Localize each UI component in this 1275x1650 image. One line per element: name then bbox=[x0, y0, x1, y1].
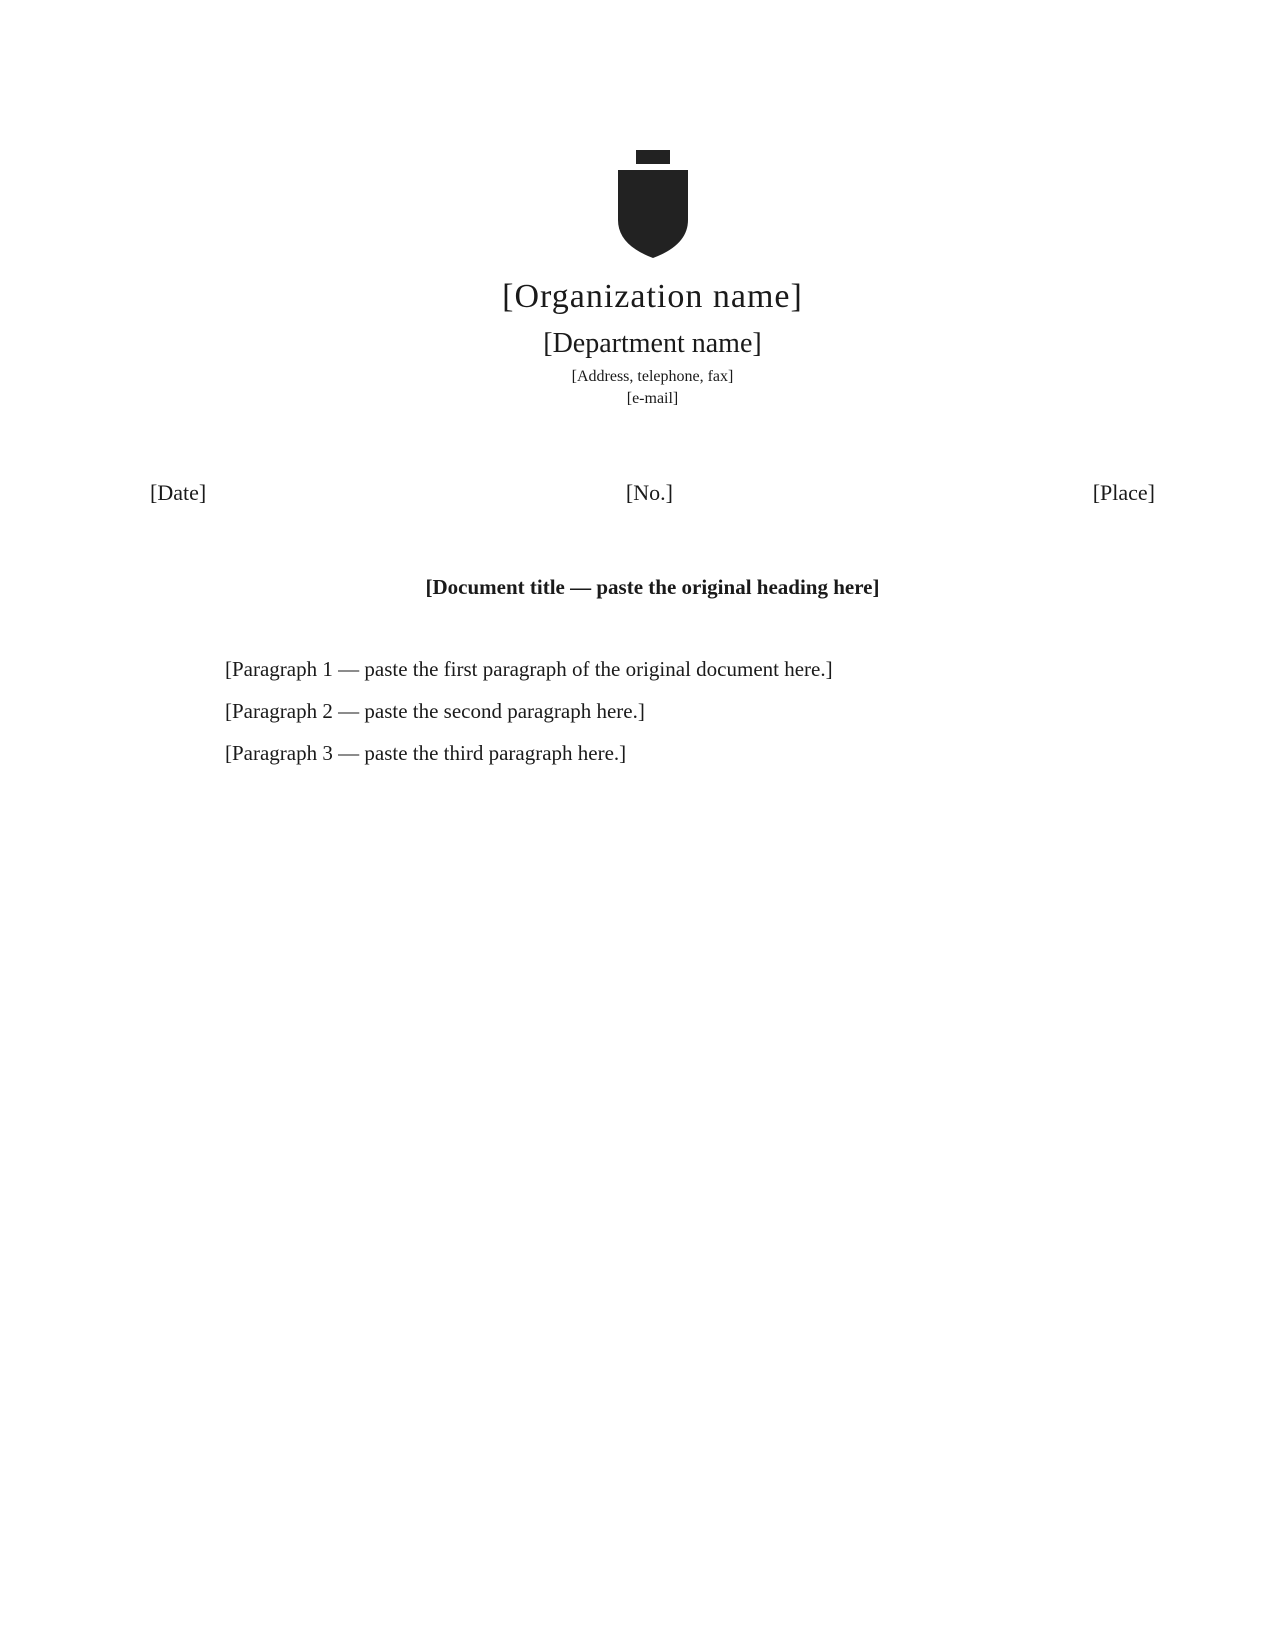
document-place: [Place] bbox=[1092, 480, 1155, 505]
document-body bbox=[150, 648, 1155, 774]
contact-line: [Address, telephone, fax] bbox=[571, 368, 734, 385]
email-line: [e-mail] bbox=[626, 390, 679, 407]
body-paragraph: [Paragraph 1 — paste the first paragraph of the original document here.] bbox=[225, 657, 833, 681]
document-date: [Date] bbox=[150, 480, 207, 505]
department-name: [Department name] bbox=[543, 328, 762, 359]
document-title: [Document title — paste the original heading here] bbox=[425, 575, 880, 599]
org-name: [Organization name] bbox=[502, 278, 803, 315]
body-paragraph: [Paragraph 2 — paste the second paragraph here.] bbox=[225, 699, 645, 723]
document-meta-row bbox=[150, 480, 1155, 506]
body-paragraph: [Paragraph 3 — paste the third paragraph here.] bbox=[225, 741, 627, 765]
letterhead bbox=[150, 150, 1155, 410]
document-number: [No.] bbox=[625, 480, 673, 505]
coat-of-arms-icon bbox=[608, 150, 698, 260]
